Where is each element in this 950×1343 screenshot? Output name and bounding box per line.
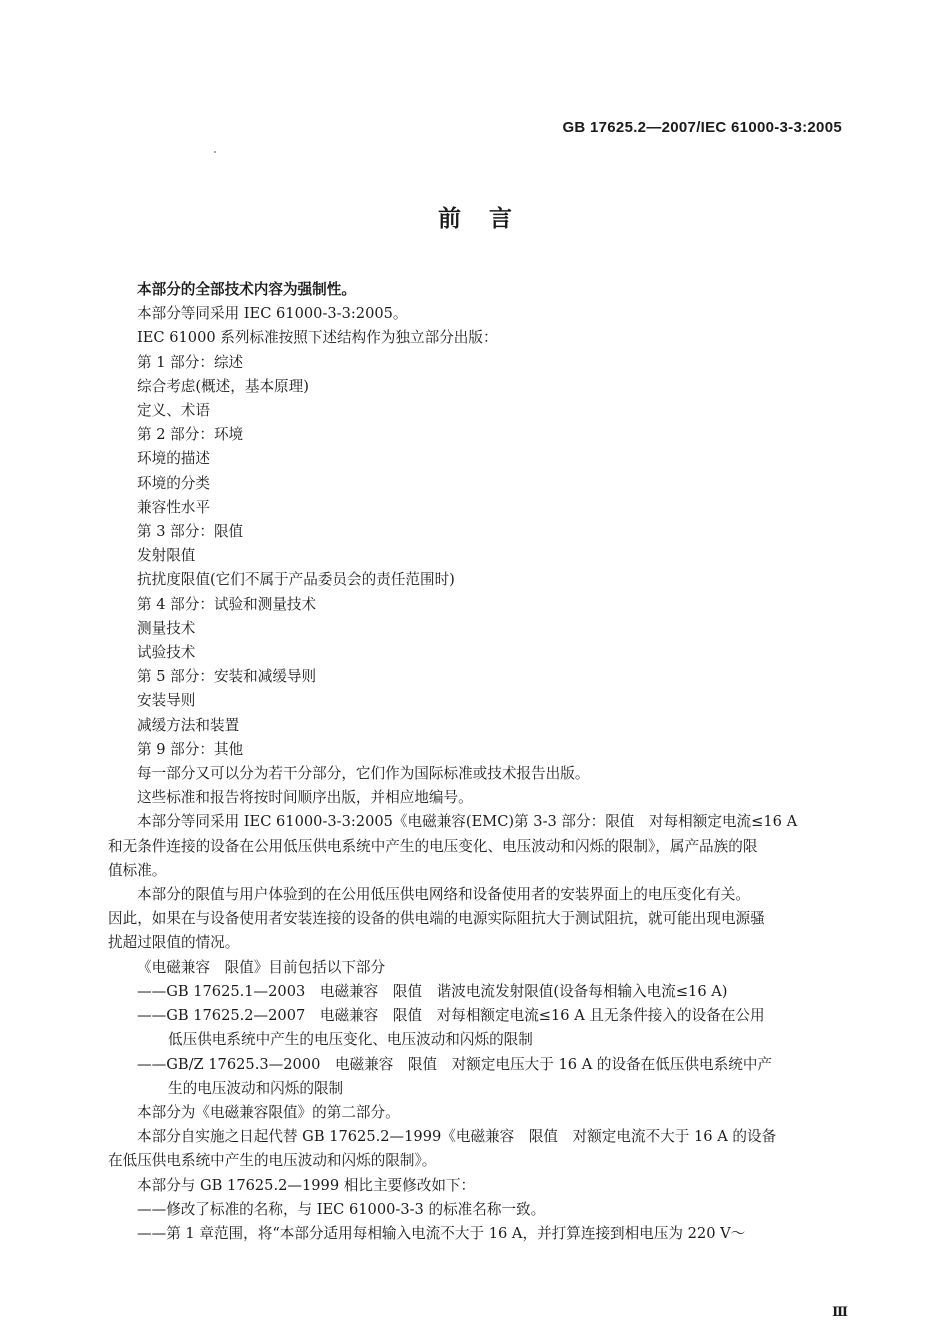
- list-item: 第 9 部分：其他: [137, 740, 244, 758]
- paragraph: 值标准。: [108, 861, 167, 879]
- list-item: 环境的分类: [137, 474, 210, 492]
- paragraph: 这些标准和报告将按时间顺序出版，并相应地编号。: [137, 789, 473, 807]
- dash-item-continuation: 生的电压波动和闪烁的限制: [168, 1079, 344, 1097]
- list-item: 试验技术: [137, 644, 196, 662]
- list-item: 第 5 部分：安装和减缓导则: [137, 668, 317, 686]
- standard-code: GB 17625.2—2007/IEC 61000-3-3:2005: [562, 119, 842, 136]
- dash-item: ——GB 17625.1—2003 电磁兼容 限值 谐波电流发射限值(设备每相输入电流≤16 A): [137, 982, 728, 1000]
- list-item: 减缓方法和装置: [137, 716, 240, 734]
- paragraph: 《电磁兼容 限值》目前包括以下部分: [137, 958, 386, 976]
- list-item: 第 1 部分：综述: [137, 353, 244, 371]
- dash-item: ——第 1 章范围，将“本部分适用每相输入电流不大于 16 A，并打算连接到相电压为 220 V～: [137, 1224, 746, 1242]
- page-number: Ⅲ: [832, 1305, 848, 1320]
- paragraph: 扰超过限值的情况。: [108, 934, 240, 952]
- dash-item: ——修改了标准的名称，与 IEC 61000-3-3 的标准名称一致。: [137, 1200, 546, 1218]
- list-item: 安装导则: [137, 692, 196, 710]
- paragraph: 本部分等同采用 IEC 61000-3-3:2005。: [137, 305, 408, 323]
- paragraph: 因此，如果在与设备使用者安装连接的设备的供电端的电源实际阻抗大于测试阻抗，就可能出现电源骚: [108, 910, 765, 928]
- paragraph: 本部分等同采用 IEC 61000-3-3:2005《电磁兼容(EMC)第 3-3 部分：限值 对每相额定电流≤16 A: [137, 813, 798, 831]
- list-item: 兼容性水平: [137, 498, 210, 516]
- list-item: 第 4 部分：试验和测量技术: [137, 595, 317, 613]
- paragraph: 和无条件连接的设备在公用低压供电系统中产生的电压变化、电压波动和闪烁的限制》，属产品族的限: [108, 837, 758, 855]
- list-item: 环境的描述: [137, 450, 210, 468]
- scan-speck: [214, 151, 216, 153]
- list-item: 定义、术语: [137, 402, 210, 420]
- dash-item: ——GB 17625.2—2007 电磁兼容 限值 对每相额定电流≤16 A 且无条件接入的设备在公用: [137, 1007, 765, 1025]
- paragraph: 本部分的全部技术内容为强制性。: [137, 281, 356, 298]
- list-item: 第 2 部分：环境: [137, 426, 244, 444]
- list-item: 发射限值: [137, 547, 196, 565]
- paragraph: 每一部分又可以分为若干分部分，它们作为国际标准或技术报告出版。: [137, 765, 590, 783]
- page-title: 前言: [438, 206, 540, 232]
- list-item: 抗扰度限值(它们不属于产品委员会的责任范围时): [137, 571, 455, 589]
- list-item: 测量技术: [137, 619, 196, 637]
- dash-item: ——GB/Z 17625.3—2000 电磁兼容 限值 对额定电压大于 16 A 的设备在低压供电系统中产: [137, 1055, 773, 1073]
- paragraph: 本部分与 GB 17625.2—1999 相比主要修改如下：: [137, 1176, 476, 1194]
- dash-item-continuation: 低压供电系统中产生的电压变化、电压波动和闪烁的限制: [168, 1031, 533, 1049]
- list-item: 综合考虑(概述，基本原理): [137, 377, 309, 395]
- paragraph: 本部分为《电磁兼容限值》的第二部分。: [137, 1103, 400, 1121]
- paragraph: 本部分自实施之日起代替 GB 17625.2—1999《电磁兼容 限值 对额定电流不大于 16 A 的设备: [137, 1128, 777, 1146]
- list-item: 第 3 部分：限值: [137, 523, 244, 541]
- paragraph: IEC 61000 系列标准按照下述结构作为独立部分出版：: [137, 329, 498, 347]
- paragraph: 本部分的限值与用户体验到的在公用低压供电网络和设备使用者的安装界面上的电压变化有关。: [137, 886, 750, 904]
- body-text: [108, 278, 848, 1246]
- paragraph: 在低压供电系统中产生的电压波动和闪烁的限制》。: [108, 1152, 437, 1170]
